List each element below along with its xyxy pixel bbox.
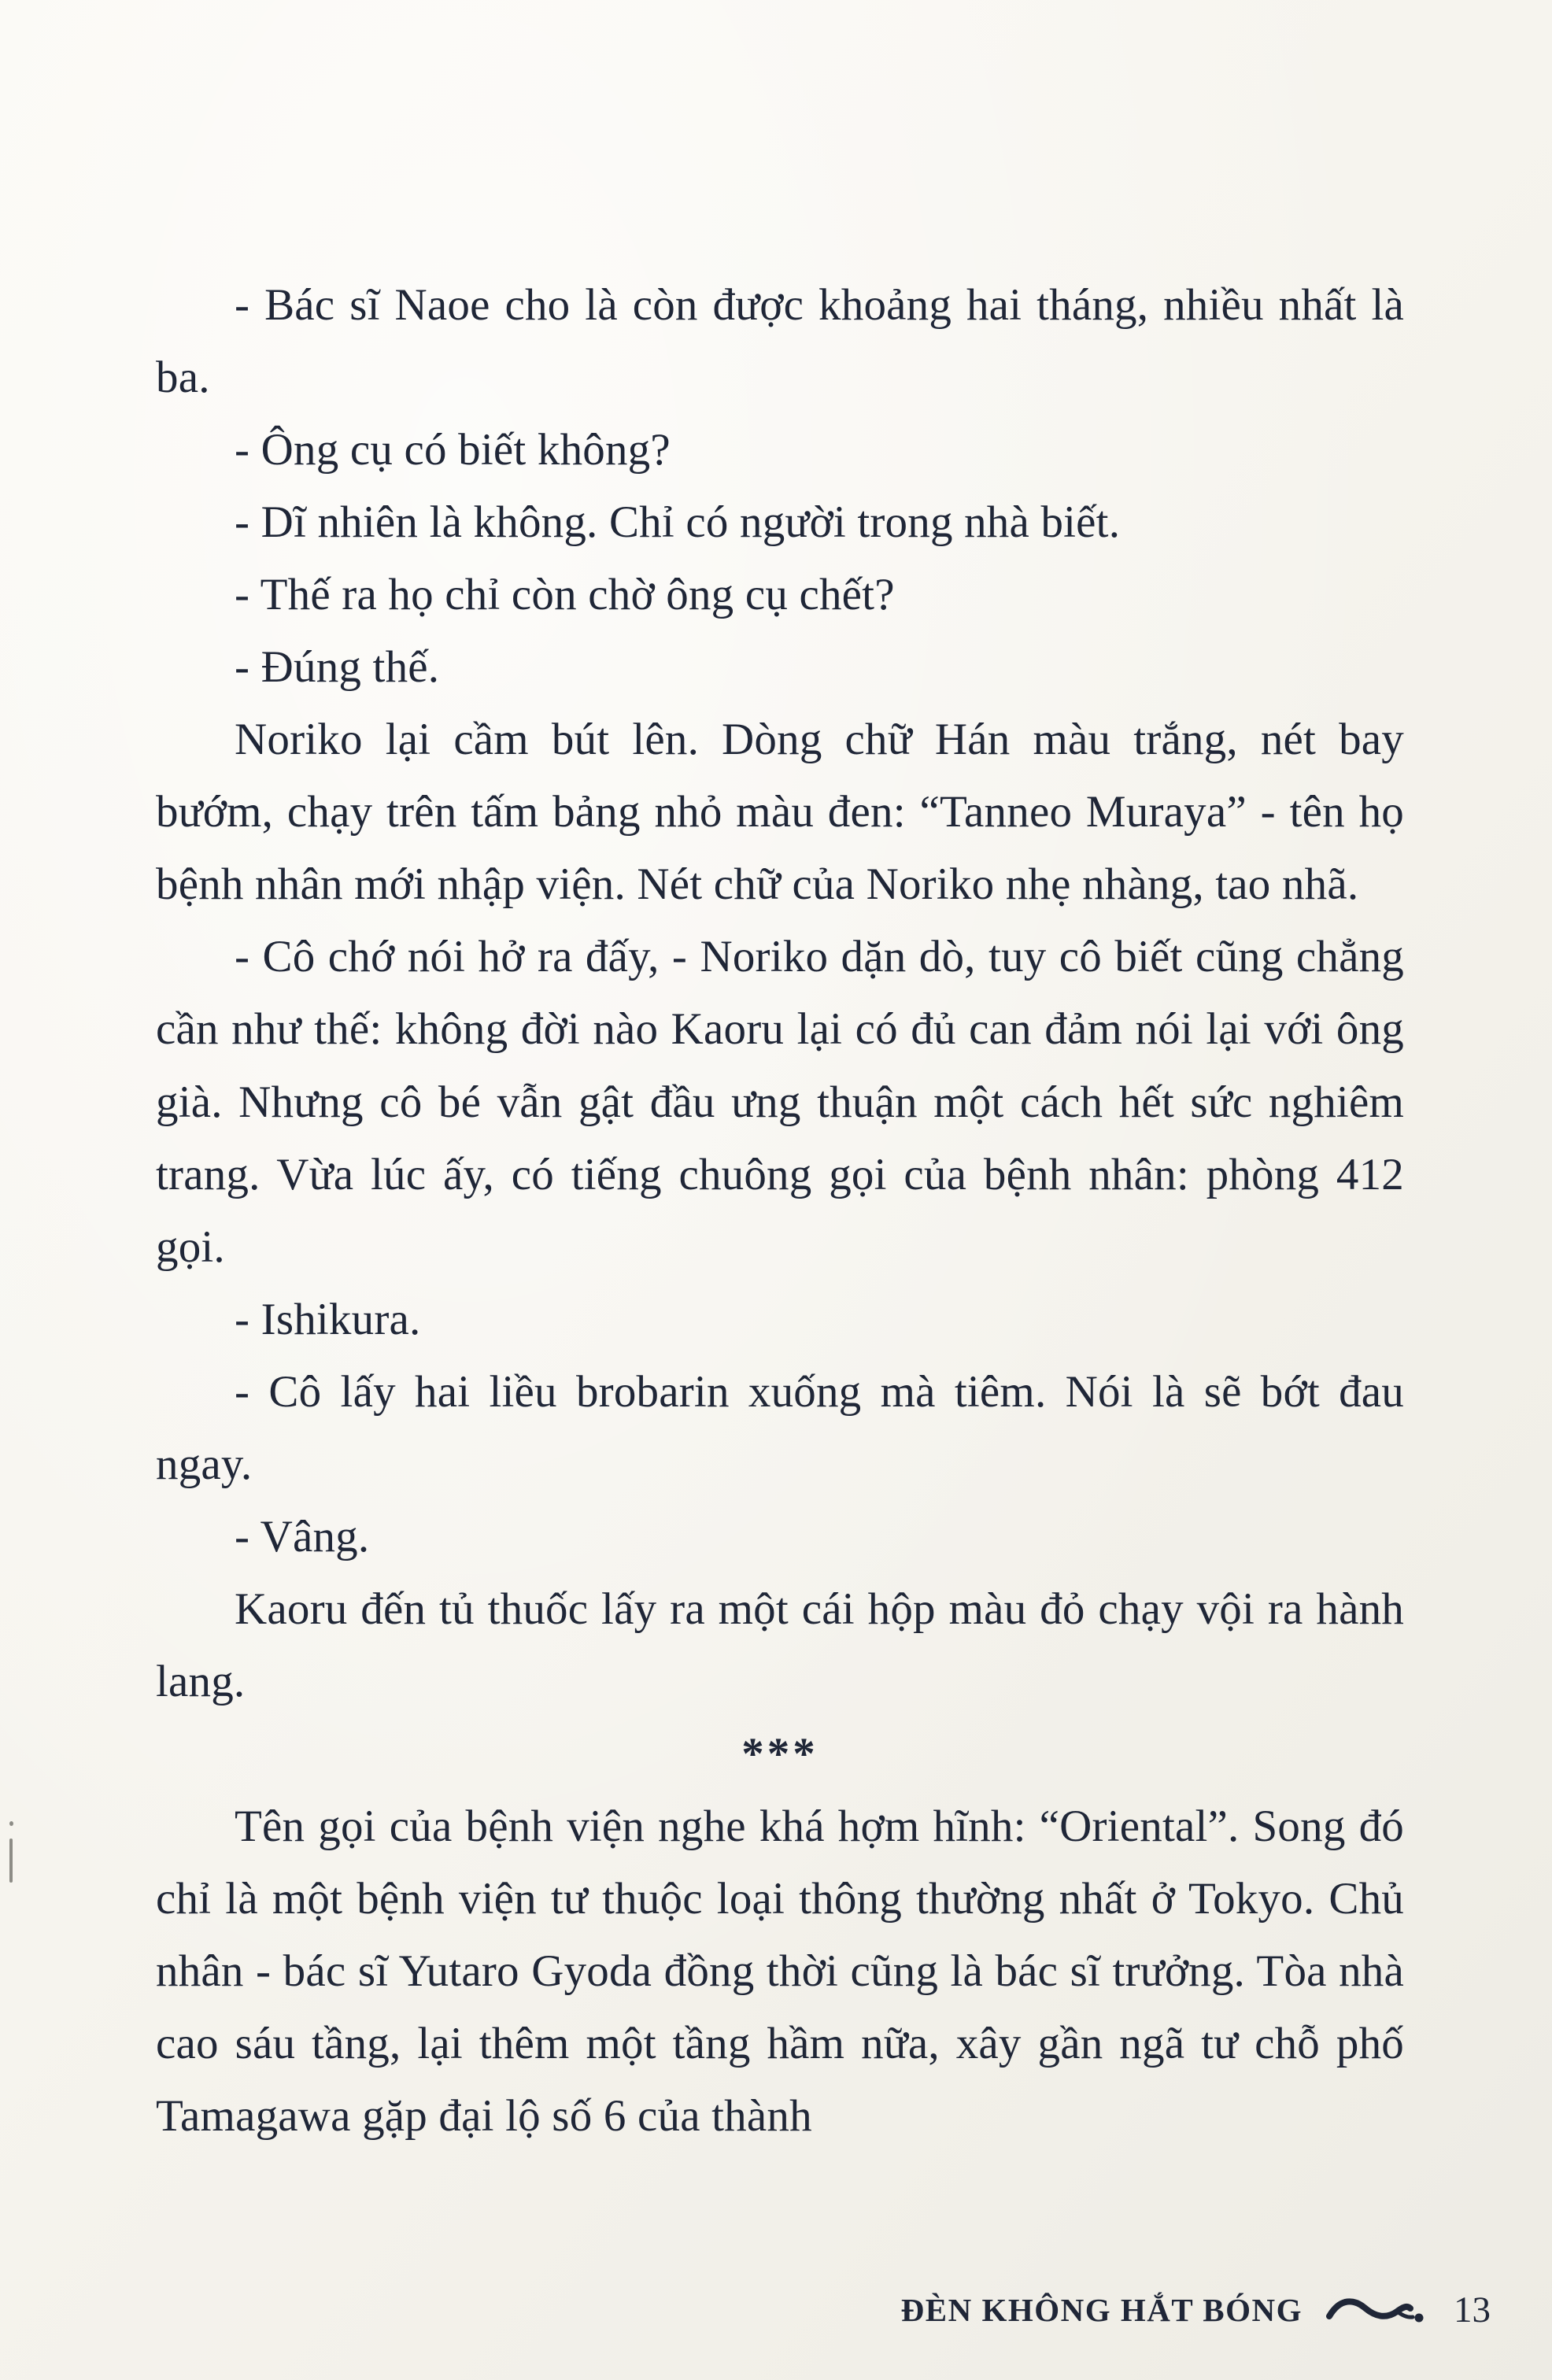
page-text-block (156, 269, 1404, 2153)
page-number: 13 (1454, 2289, 1491, 2330)
paragraph: - Dĩ nhiên là không. Chỉ có người trong nhà biết. (235, 497, 1121, 548)
section-separator: *** (741, 1728, 818, 1779)
paragraph: Noriko lại cầm bút lên. Dòng chữ Hán màu trắng, nét bay bướm, chạy trên tấm bảng nhỏ màu đen: “Tanneo Muraya” - tên họ bệnh nhân mới nhập viện. Nét chữ của Noriko nhẹ nhàng, tao nhã. (156, 715, 1404, 910)
paragraph: - Cô chớ nói hở ra đấy, - Noriko dặn dò, tuy cô biết cũng chẳng cần như thế: không đời nào Kaoru lại có đủ can đảm nói lại với ông già. Nhưng cô bé vẫn gật đầu ưng thuận một cách hết sức nghiêm trang. Vừa lúc ấy, có tiếng chuông gọi của bệnh nhân: phòng 412 gọi. (156, 932, 1404, 1272)
decorative-swash-icon (1326, 2291, 1425, 2329)
paragraph: - Ông cụ có biết không? (235, 425, 671, 475)
paragraph: - Đúng thế. (235, 642, 440, 693)
paragraph: Kaoru đến tủ thuốc lấy ra một cái hộp màu đỏ chạy vội ra hành lang. (156, 1584, 1404, 1706)
page-footer (901, 2289, 1491, 2331)
scan-artifact (9, 1839, 13, 1883)
paragraph: - Vâng. (235, 1511, 370, 1561)
paragraph: - Cô lấy hai liều brobarin xuống mà tiêm. Nói là sẽ bớt đau ngay. (156, 1366, 1404, 1489)
paragraph: - Thế ra họ chỉ còn chờ ông cụ chết? (235, 570, 895, 620)
paragraph: - Ishikura. (235, 1294, 421, 1344)
footer-book-title: ĐÈN KHÔNG HẮT BÓNG (900, 2292, 1303, 2328)
paragraph: Tên gọi của bệnh viện nghe khá hợm hĩnh: “Oriental”. Song đó chỉ là một bệnh viện tư thuộc loại thông thường nhất ở Tokyo. Chủ nhân - bác sĩ Yutaro Gyoda đồng thời cũng là bác sĩ trưởng. Tòa nhà cao sáu tầng, lại thêm một tầng hầm nữa, xây gần ngã tư chỗ phố Tamagawa gặp đại lộ số 6 của thành (156, 1801, 1404, 2142)
paragraph: - Bác sĩ Naoe cho là còn được khoảng hai tháng, nhiều nhất là ba. (156, 280, 1404, 403)
